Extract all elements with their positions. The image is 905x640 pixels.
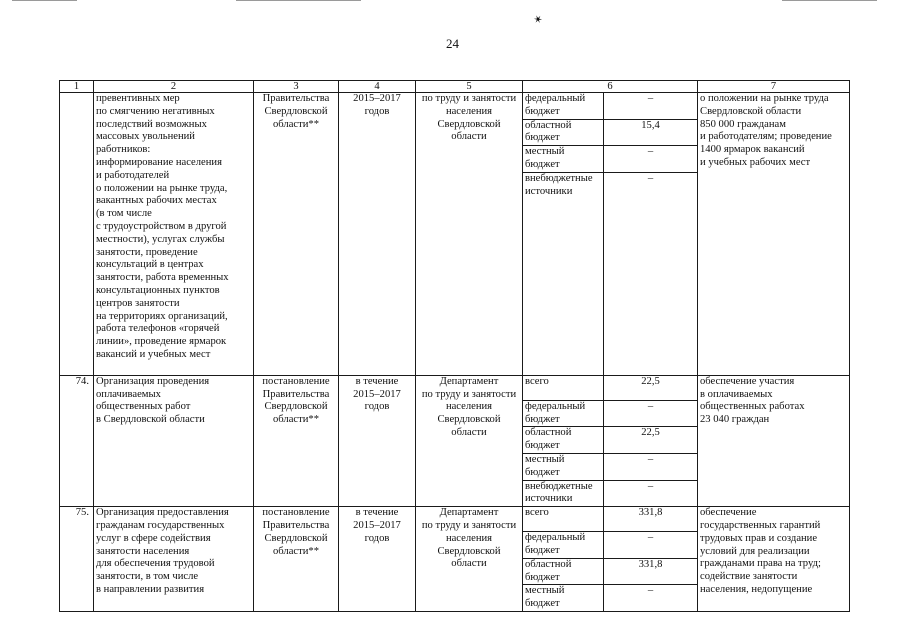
funding-source: [523, 172, 604, 375]
text-line: 1400 ярмарок вакансий: [700, 144, 805, 156]
text-line: области: [451, 558, 487, 570]
text-line: бюджет: [525, 571, 560, 583]
result-cell: [698, 93, 850, 376]
funding-source: [523, 427, 604, 454]
text-line: гражданами права на труд;: [700, 558, 821, 570]
text-line: бюджет: [525, 158, 560, 170]
result-cell: [698, 375, 850, 506]
funding-source: [523, 93, 604, 120]
table-row: [60, 93, 850, 120]
funding-total-label: всего: [523, 375, 604, 400]
text-line: гражданам государственных: [96, 519, 225, 531]
text-line: о положении на рынке труда,: [96, 182, 228, 194]
funding-value: 15,4: [604, 119, 698, 146]
funding-source: [523, 585, 604, 612]
col-header-2: 2: [94, 81, 254, 93]
funding-source: [523, 400, 604, 427]
text-line: области: [451, 426, 487, 438]
col-header-7: 7: [698, 81, 850, 93]
text-line: услуг в сфере содействия: [96, 532, 211, 544]
text-line: 2015–2017: [353, 388, 401, 400]
text-line: трудовых прав и создание: [700, 532, 818, 544]
funding-value: –: [604, 146, 698, 173]
text-line: областной: [525, 427, 572, 439]
text-line: Свердловской: [264, 105, 328, 117]
text-line: по труду и занятости: [421, 519, 517, 531]
text-line: местности), услугах службы: [96, 233, 225, 245]
top-rule-right: [782, 0, 877, 2]
text-line: бюджет: [525, 413, 560, 425]
header-row: [60, 81, 850, 93]
funding-total-value: 22,5: [604, 375, 698, 400]
text-line: Свердловской: [437, 118, 501, 130]
funding-source: [523, 558, 604, 585]
text-line: области: [451, 131, 487, 143]
text-line: для обеспечения трудовой: [96, 558, 215, 570]
text-line: федеральный: [525, 532, 586, 544]
text-line: государственных гарантий: [700, 519, 821, 531]
text-line: по смягчению негативных: [96, 105, 215, 117]
text-line: бюджет: [525, 544, 560, 556]
text-line: общественных работ: [96, 401, 191, 413]
text-line: Свердловской: [264, 401, 328, 413]
table-row: [60, 507, 850, 532]
text-line: в течение: [355, 507, 399, 519]
text-line: местный: [525, 146, 565, 158]
funding-total-label: всего: [523, 507, 604, 532]
text-line: Организация предоставления: [96, 507, 229, 519]
text-line: области**: [272, 545, 319, 557]
text-line: Свердловской: [437, 545, 501, 557]
period-cell: [339, 93, 416, 376]
executor-cell: [416, 375, 523, 506]
top-rule-left: [12, 0, 77, 2]
text-line: вакансий и учебных мест: [96, 348, 211, 360]
text-line: оплачиваемых: [96, 388, 161, 400]
text-line: Правительства: [262, 93, 330, 104]
executor-cell: [416, 507, 523, 612]
funding-source: [523, 146, 604, 173]
text-line: занятости, в том числе: [96, 571, 199, 583]
funding-value: 331,8: [604, 558, 698, 585]
col-header-5: 5: [416, 81, 523, 93]
text-line: линии», проведение ярмарок: [96, 336, 227, 348]
funding-value: –: [604, 93, 698, 120]
text-line: занятости населения: [96, 545, 190, 557]
text-line: области**: [272, 118, 319, 130]
text-line: федеральный: [525, 400, 586, 412]
funding-value: –: [604, 453, 698, 480]
funding-source: [523, 532, 604, 559]
executor-cell: [416, 93, 523, 376]
text-line: в направлении развития: [96, 583, 205, 595]
row-number: 75.: [60, 507, 94, 612]
text-line: консультаций в центрах: [96, 259, 204, 271]
text-line: источники: [525, 185, 573, 197]
text-line: бюджет: [525, 105, 560, 117]
text-line: (в том числе: [96, 208, 152, 220]
col-header-4: 4: [339, 81, 416, 93]
col-header-3: 3: [254, 81, 339, 93]
text-line: постановление: [262, 375, 330, 387]
text-line: Департамент: [439, 507, 499, 519]
activity-cell: [94, 507, 254, 612]
text-line: местный: [525, 453, 565, 465]
table-row: [60, 375, 850, 400]
col-header-6: 6: [523, 81, 698, 93]
text-line: занятости, проведение: [96, 246, 198, 258]
text-line: в Свердловской области: [96, 414, 205, 426]
funding-source: [523, 480, 604, 507]
text-line: по труду и занятости: [421, 388, 517, 400]
funding-value: –: [604, 400, 698, 427]
text-line: вакантных рабочих местах: [96, 195, 217, 207]
text-line: населения: [445, 105, 493, 117]
text-line: Департамент: [439, 375, 499, 387]
basis-cell: [254, 375, 339, 506]
text-line: годов: [364, 105, 390, 117]
text-line: информирование населения: [96, 156, 222, 168]
period-cell: [339, 507, 416, 612]
text-line: местный: [525, 585, 565, 597]
text-line: консультационных пунктов: [96, 284, 220, 296]
measures-table: [59, 80, 850, 612]
basis-cell: [254, 507, 339, 612]
top-rule-center: [236, 0, 361, 2]
text-line: годов: [364, 401, 390, 413]
funding-value: –: [604, 480, 698, 507]
text-line: 2015–2017: [353, 93, 401, 104]
text-line: в течение: [355, 375, 399, 387]
text-line: общественных работах: [700, 401, 805, 413]
activity-cell: [94, 93, 254, 376]
scan-mark: ✶: [531, 12, 546, 28]
funding-source: [523, 453, 604, 480]
text-line: бюджет: [525, 132, 560, 144]
text-line: источники: [525, 493, 573, 505]
text-line: и учебных рабочих мест: [700, 156, 811, 168]
text-line: 2015–2017: [353, 519, 401, 531]
funding-value: 22,5: [604, 427, 698, 454]
text-line: населения: [445, 401, 493, 413]
text-line: постановление: [262, 507, 330, 519]
text-line: работников:: [96, 144, 151, 156]
text-line: с трудоустройством в другой: [96, 220, 227, 232]
text-line: годов: [364, 532, 390, 544]
text-line: центров занятости: [96, 297, 180, 309]
funding-source: [523, 119, 604, 146]
text-line: федеральный: [525, 93, 586, 104]
text-line: Правительства: [262, 388, 330, 400]
text-line: областной: [525, 119, 572, 131]
text-line: по труду и занятости: [421, 93, 517, 104]
text-line: Правительства: [262, 519, 330, 531]
text-line: 23 040 граждан: [700, 414, 770, 426]
row-number: [60, 93, 94, 376]
text-line: Свердловской: [264, 532, 328, 544]
text-line: последствий возможных: [96, 118, 207, 130]
text-line: работа телефонов «горячей: [96, 323, 220, 335]
activity-cell: [94, 375, 254, 506]
text-line: массовых увольнений: [96, 131, 195, 143]
col-header-1: 1: [60, 81, 94, 93]
text-line: внебюджетные: [525, 172, 593, 184]
funding-total-value: 331,8: [604, 507, 698, 532]
row-number: 74.: [60, 375, 94, 506]
text-line: содействие занятости: [700, 571, 798, 583]
text-line: внебюджетные: [525, 480, 593, 492]
text-line: 850 000 гражданам: [700, 118, 786, 130]
text-line: и работодателям; проведение: [700, 131, 832, 143]
text-line: обеспечение участия: [700, 375, 795, 387]
text-line: бюджет: [525, 598, 560, 610]
text-line: бюджет: [525, 466, 560, 478]
text-line: условий для реализации: [700, 545, 810, 557]
text-line: обеспечение: [700, 507, 757, 519]
funding-value: –: [604, 585, 698, 612]
text-line: областной: [525, 558, 572, 570]
text-line: Организация проведения: [96, 375, 210, 387]
text-line: области**: [272, 414, 319, 426]
basis-cell: [254, 93, 339, 376]
text-line: занятости, работа временных: [96, 272, 229, 284]
funding-value: –: [604, 172, 698, 375]
text-line: и работодателей: [96, 169, 170, 181]
text-line: бюджет: [525, 440, 560, 452]
page-number: 24: [446, 36, 459, 51]
funding-value: –: [604, 532, 698, 559]
text-line: Свердловской: [437, 414, 501, 426]
text-line: населения, недопущение: [700, 583, 813, 595]
text-line: о положении на рынке труда: [700, 93, 829, 104]
text-line: населения: [445, 532, 493, 544]
period-cell: [339, 375, 416, 506]
text-line: Свердловской области: [700, 105, 802, 117]
text-line: в оплачиваемых: [700, 388, 773, 400]
result-cell: [698, 507, 850, 612]
text-line: на территориях организаций,: [96, 310, 228, 322]
text-line: превентивных мер: [96, 93, 180, 104]
